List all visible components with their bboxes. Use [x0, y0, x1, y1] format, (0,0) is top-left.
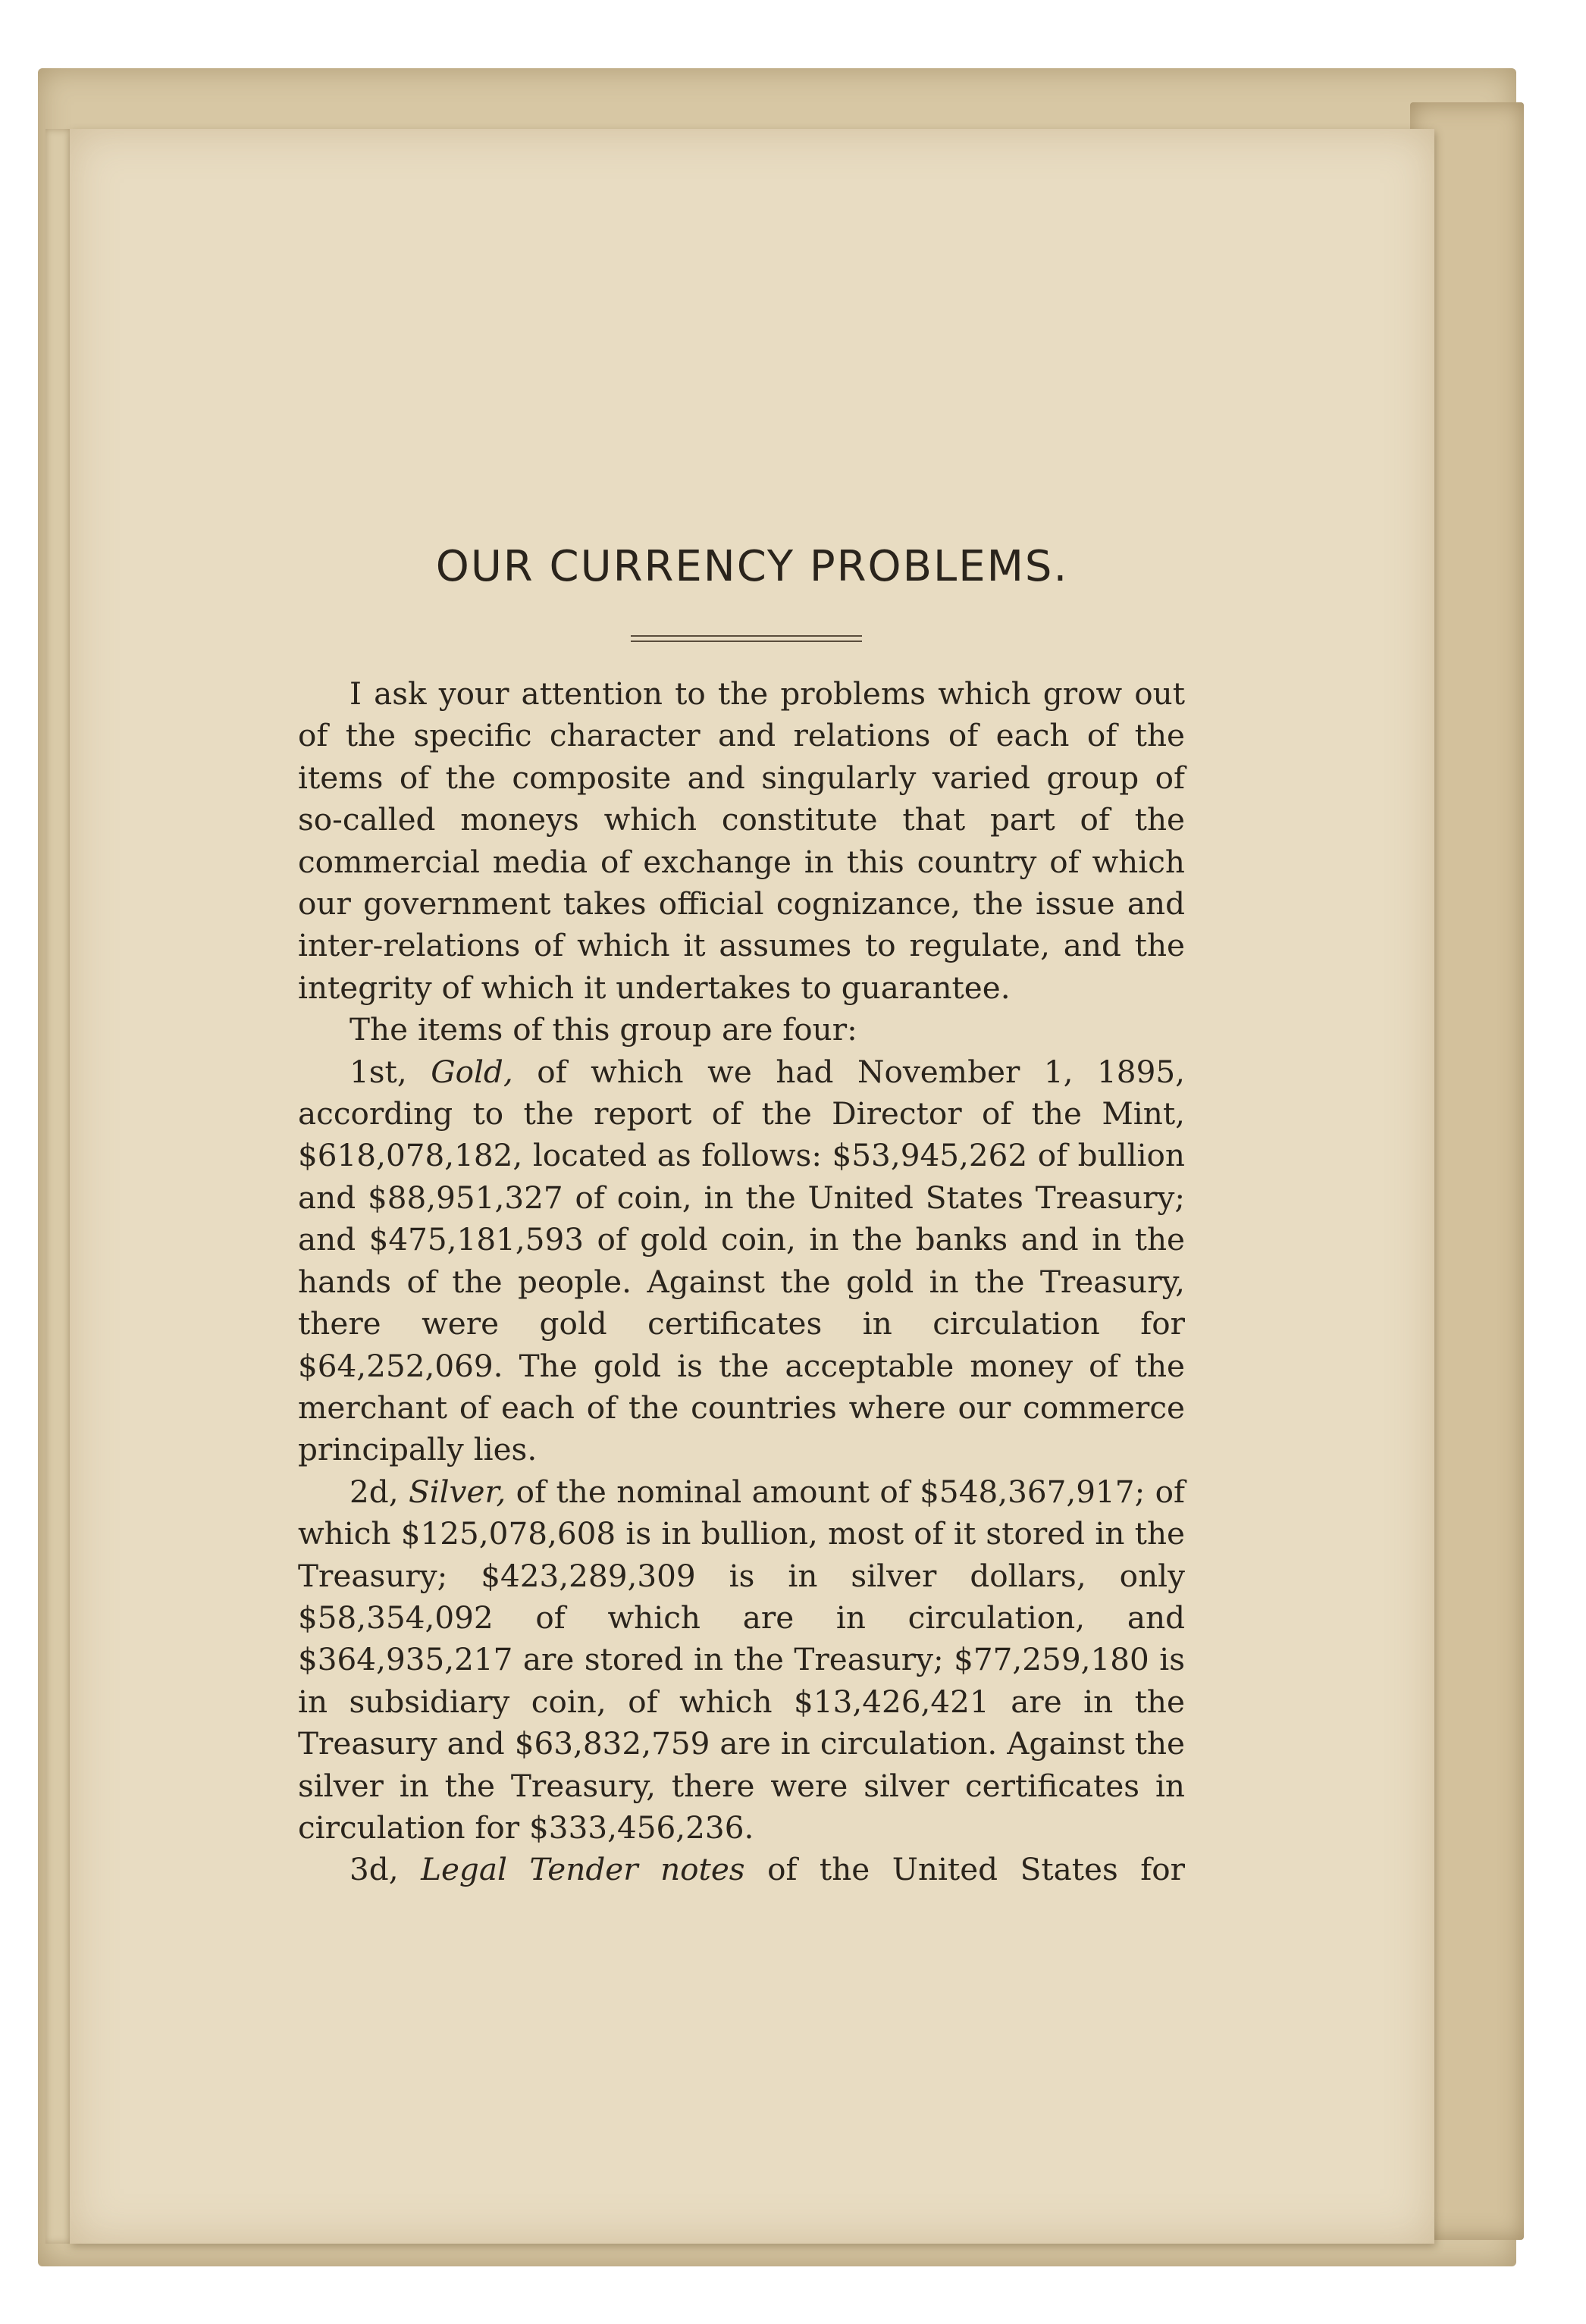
text-segment: of the United States for: [744, 1851, 1185, 1888]
page-title: OUR CURRENCY PROBLEMS.: [435, 542, 1069, 591]
text-segment: 3d,: [349, 1851, 422, 1888]
paragraph-intro: [298, 673, 1185, 1009]
text-segment: I ask your attention to the problems which grow out of the specific character and relations of each of the items of the composite and singularly varied group of so-called moneys which constitute that part of the commercial media of exchange in this country of which our government takes official cognizance, the issue and inter-relations of which it assumes to regulate, and the integrity of which it undertakes to guarantee.: [298, 675, 1185, 1006]
paragraph-silver: [298, 1471, 1185, 1849]
paragraph-items-intro: [298, 1009, 1185, 1051]
italic-term-silver: Silver,: [408, 1473, 506, 1510]
paragraph-legal-tender: [298, 1849, 1185, 1890]
text-segment: of which we had November 1, 1895, according to the report of the Director of the Mint, $618,078,182, located as follows: $53,945,262 of bullion and $88,951,327 of coin, in the United States Treasury; and $475,181,593 of gold coin, in the banks and in the hands of the people. Against the gold in the Treasury, there were gold certificates in circulation for $64,252,069. The gold is the acceptable money of the merchant of each of the countries where our commerce principally lies.: [298, 1053, 1185, 1468]
paragraph-gold: [298, 1051, 1185, 1471]
text-segment: The items of this group are four:: [349, 1011, 857, 1048]
text-segment: 2d,: [349, 1473, 409, 1510]
page-spine-edge: [45, 129, 71, 2244]
text-segment: 1st,: [349, 1053, 431, 1090]
title-divider: [631, 635, 862, 642]
italic-term-legal-tender: Legal Tender notes: [421, 1851, 745, 1888]
body-text: [298, 673, 1185, 1891]
italic-term-gold: Gold,: [431, 1053, 513, 1090]
text-segment: of the nominal amount of $548,367,917; of which $125,078,608 is in bullion, most of it stored in the Treasury; $423,289,309 is in silver dollars, only $58,354,092 of which are in circulation, and $364,935,217 are stored in the Treasury; $77,259,180 is in subsidiary coin, of which $13,426,421 are in the Treasury and $63,832,759 are in circulation. Against the silver in the Treasury, there were silver certificates in circulation for $333,456,236.: [298, 1473, 1185, 1846]
